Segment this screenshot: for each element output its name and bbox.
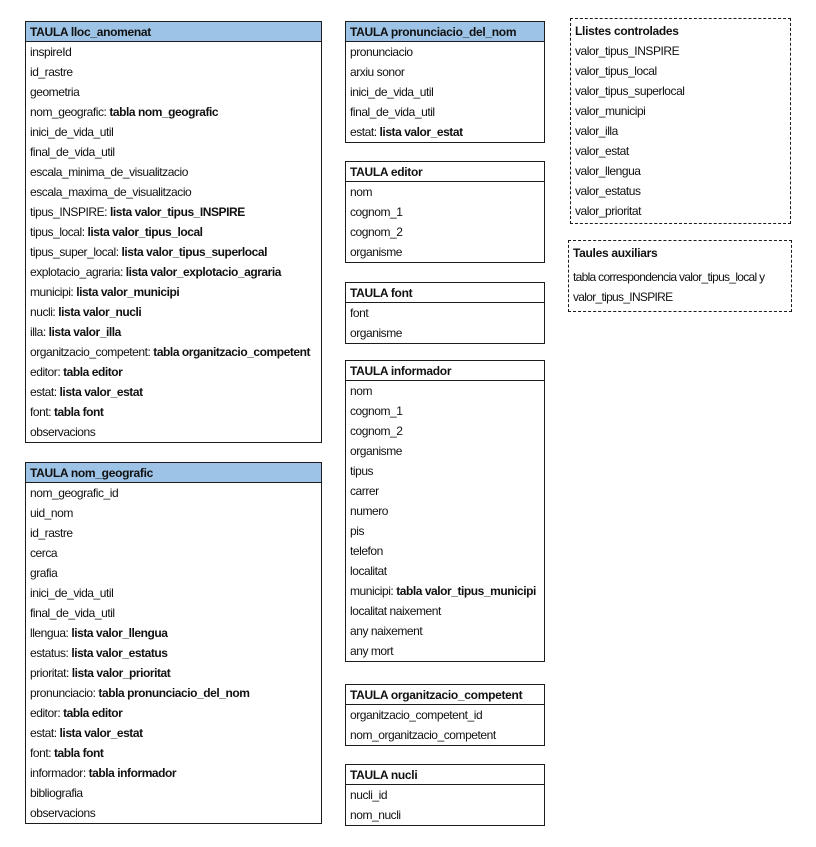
table-header-nom-geografic: TAULA nom_geografic [26, 463, 321, 483]
field-row [26, 723, 321, 743]
table-lloc-anomenat [25, 21, 322, 443]
controlled-list-items [571, 41, 790, 221]
field-name: organisme [350, 444, 402, 458]
field-row [346, 62, 544, 82]
field-name: estat: [30, 385, 60, 399]
field-row [26, 643, 321, 663]
taules-auxiliars-box [568, 240, 792, 312]
field-row [26, 202, 321, 222]
field-row [26, 663, 321, 683]
field-ref: tabla editor [63, 706, 123, 720]
field-name: inici_de_vida_util [30, 125, 114, 139]
field-name: any naixement [350, 624, 423, 638]
field-row [26, 262, 321, 282]
field-name: arxiu sonor [350, 65, 405, 79]
field-ref: tabla font [53, 746, 104, 760]
field-name: final_de_vida_util [30, 145, 115, 159]
list-item: valor_prioritat [575, 204, 641, 218]
field-ref: tabla nom_geografic [109, 105, 219, 119]
field-row [26, 483, 321, 503]
field-row [26, 282, 321, 302]
field-name: nom [350, 185, 372, 199]
field-row [346, 202, 544, 222]
field-ref: tabla informador [88, 766, 177, 780]
field-ref: lista valor_estatus [71, 646, 168, 660]
field-name: cerca [30, 546, 58, 560]
field-name: nucli_id [350, 788, 388, 802]
field-name: observacions [30, 806, 96, 820]
table-nucli [345, 764, 545, 826]
field-ref: lista valor_municipi [76, 285, 180, 299]
field-row [346, 242, 544, 262]
field-ref: lista valor_illa [48, 325, 121, 339]
field-row [346, 621, 544, 641]
field-name: bibliografia [30, 786, 83, 800]
field-row [26, 362, 321, 382]
field-name: localitat naixement [350, 604, 441, 618]
field-name: final_de_vida_util [350, 105, 435, 119]
field-row [26, 523, 321, 543]
field-name: prioritat: [30, 666, 72, 680]
field-ref: lista valor_estat [59, 726, 143, 740]
field-name: escala_maxima_de_visualitzacio [30, 185, 192, 199]
field-ref: lista valor_tipus_INSPIRE [109, 205, 245, 219]
table-editor [345, 161, 545, 263]
field-row [346, 481, 544, 501]
field-row [26, 342, 321, 362]
field-row [346, 641, 544, 661]
field-row [26, 102, 321, 122]
field-name: pronunciacio [350, 45, 413, 59]
field-name: carrer [350, 484, 379, 498]
field-row [26, 503, 321, 523]
field-name: tipus_local: [30, 225, 88, 239]
field-name: escala_minima_de_visualitzacio [30, 165, 188, 179]
field-row [26, 783, 321, 803]
field-name: inspireId [30, 45, 72, 59]
field-row [346, 102, 544, 122]
field-row [26, 603, 321, 623]
field-row [26, 583, 321, 603]
taules-auxiliars-note: tabla correspondencia valor_tipus_local y valor_tipus_INSPIRE [573, 270, 765, 304]
field-name: final_de_vida_util [30, 606, 115, 620]
llistes-controlades-title: Llistes controlades [575, 24, 679, 38]
table-header-lloc-anomenat: TAULA lloc_anomenat [26, 22, 321, 42]
field-name: localitat [350, 564, 387, 578]
field-ref: lista valor_nucli [58, 305, 142, 319]
table-header-pronunciacio-del-nom: TAULA pronunciacio_del_nom [346, 22, 544, 42]
table-informador [345, 360, 545, 662]
list-item: valor_tipus_local [575, 64, 657, 78]
field-row [346, 725, 544, 745]
field-ref: tabla pronunciacio_del_nom [98, 686, 250, 700]
field-row [346, 461, 544, 481]
table-header-organitzacio-competent: TAULA organitzacio_competent [346, 685, 544, 705]
field-row [26, 222, 321, 242]
field-name: estat: [350, 125, 380, 139]
field-name: editor: [30, 365, 64, 379]
field-row [26, 302, 321, 322]
field-row [346, 381, 544, 401]
field-name: editor: [30, 706, 64, 720]
field-name: cognom_2 [350, 225, 403, 239]
field-row [26, 543, 321, 563]
field-row [346, 561, 544, 581]
field-name: numero [350, 504, 388, 518]
field-row [346, 182, 544, 202]
field-row [26, 563, 321, 583]
table-pronunciacio-del-nom [345, 21, 545, 143]
field-row [346, 541, 544, 561]
field-name: cognom_1 [350, 205, 403, 219]
field-row [26, 683, 321, 703]
field-row [26, 142, 321, 162]
field-row [346, 401, 544, 421]
field-row [26, 242, 321, 262]
field-row [346, 82, 544, 102]
field-row [26, 763, 321, 783]
field-row [346, 323, 544, 343]
field-row [26, 803, 321, 823]
field-name: nom_nucli [350, 808, 401, 822]
field-name: pronunciacio: [30, 686, 99, 700]
field-list [346, 705, 544, 745]
field-ref: tabla organitzacio_competent [153, 345, 311, 359]
field-name: font [350, 306, 369, 320]
field-name: cognom_2 [350, 424, 403, 438]
table-organitzacio-competent [345, 684, 545, 746]
field-name: organitzacio_competent: [30, 345, 154, 359]
field-name: estatus: [30, 646, 72, 660]
list-item: valor_estat [575, 144, 629, 158]
field-ref: lista valor_tipus_local [87, 225, 203, 239]
table-header-font: TAULA font [346, 283, 544, 303]
field-ref: tabla font [53, 405, 104, 419]
list-item: valor_municipi [575, 104, 646, 118]
field-row [346, 705, 544, 725]
field-name: informador: [30, 766, 89, 780]
field-row [26, 62, 321, 82]
field-row [26, 162, 321, 182]
field-name: llengua: [30, 626, 72, 640]
field-name: tipus_super_local: [30, 245, 122, 259]
field-row [26, 402, 321, 422]
field-name: font: [30, 746, 54, 760]
list-item: valor_illa [575, 124, 618, 138]
field-list [346, 182, 544, 262]
field-list [346, 42, 544, 142]
field-name: nom [350, 384, 372, 398]
field-name: any mort [350, 644, 394, 658]
field-list [346, 303, 544, 343]
field-name: grafia [30, 566, 58, 580]
field-row [26, 82, 321, 102]
field-name: organisme [350, 326, 402, 340]
field-name: geometria [30, 85, 80, 99]
table-nom-geografic [25, 462, 322, 824]
field-row [346, 421, 544, 441]
field-row [346, 601, 544, 621]
field-name: tipus_INSPIRE: [30, 205, 110, 219]
field-name: id_rastre [30, 526, 73, 540]
field-name: estat: [30, 726, 60, 740]
field-row [346, 581, 544, 601]
list-item: valor_tipus_superlocal [575, 84, 685, 98]
field-row [26, 182, 321, 202]
list-item: valor_llengua [575, 164, 641, 178]
field-list [346, 381, 544, 661]
field-name: nom_geografic_id [30, 486, 119, 500]
field-ref: lista valor_tipus_superlocal [121, 245, 267, 259]
field-row [346, 501, 544, 521]
field-ref: lista valor_explotacio_agraria [125, 265, 281, 279]
field-ref: lista valor_estat [59, 385, 143, 399]
field-row [346, 521, 544, 541]
field-ref: lista valor_prioritat [71, 666, 171, 680]
field-name: font: [30, 405, 54, 419]
field-row [26, 382, 321, 402]
field-row [26, 122, 321, 142]
llistes-controlades-box [570, 18, 791, 224]
field-ref: tabla valor_tipus_municipi [396, 584, 536, 598]
field-list [346, 785, 544, 825]
list-item: valor_tipus_INSPIRE [575, 44, 680, 58]
field-name: illa: [30, 325, 49, 339]
list-item: valor_estatus [575, 184, 641, 198]
field-name: uid_nom [30, 506, 73, 520]
field-name: observacions [30, 425, 96, 439]
field-row [26, 623, 321, 643]
field-row [26, 42, 321, 62]
table-header-informador: TAULA informador [346, 361, 544, 381]
field-name: tipus [350, 464, 374, 478]
field-name: organisme [350, 245, 402, 259]
field-ref: tabla editor [63, 365, 123, 379]
field-ref: lista valor_llengua [71, 626, 168, 640]
field-ref: lista valor_estat [379, 125, 463, 139]
table-header-nucli: TAULA nucli [346, 765, 544, 785]
field-row [346, 122, 544, 142]
field-name: inici_de_vida_util [30, 586, 114, 600]
field-row [26, 322, 321, 342]
field-row [26, 422, 321, 442]
field-name: nucli: [30, 305, 59, 319]
field-name: municipi: [30, 285, 77, 299]
field-name: nom_organitzacio_competent [350, 728, 496, 742]
field-name: municipi: [350, 584, 397, 598]
field-name: pis [350, 524, 364, 538]
field-row [26, 703, 321, 723]
field-name: nom_geografic: [30, 105, 110, 119]
field-row [346, 42, 544, 62]
field-list [26, 42, 321, 442]
field-name: inici_de_vida_util [350, 85, 434, 99]
table-font [345, 282, 545, 344]
field-row [346, 222, 544, 242]
field-name: telefon [350, 544, 383, 558]
field-name: cognom_1 [350, 404, 403, 418]
field-name: id_rastre [30, 65, 73, 79]
field-row [346, 785, 544, 805]
field-list [26, 483, 321, 823]
field-row [346, 805, 544, 825]
taules-auxiliars-title: Taules auxiliars [573, 246, 658, 260]
field-row [346, 441, 544, 461]
field-name: organitzacio_competent_id [350, 708, 483, 722]
field-row [346, 303, 544, 323]
table-header-editor: TAULA editor [346, 162, 544, 182]
field-name: explotacio_agraria: [30, 265, 126, 279]
field-row [26, 743, 321, 763]
